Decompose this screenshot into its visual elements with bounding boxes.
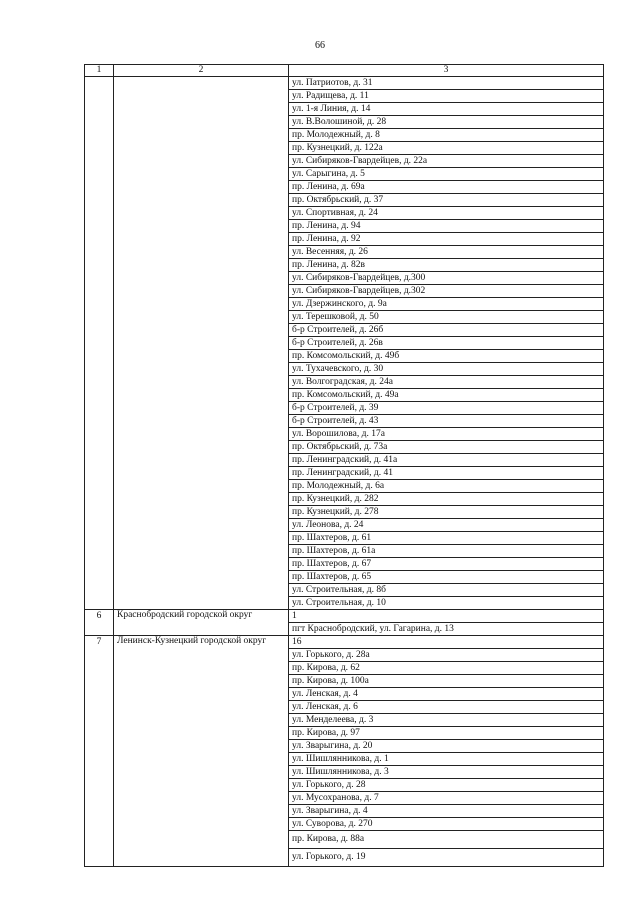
address-cell: пр. Кузнецкий, д. 282 [289, 493, 604, 506]
address-cell: пр. Комсомольский, д. 49б [289, 350, 604, 363]
address-cell: пр. Ленина, д. 92 [289, 233, 604, 246]
row-number-cell: 7 [85, 636, 114, 867]
address-cell: ул. Ленская, д. 6 [289, 701, 604, 714]
address-cell: б-р Строителей, д. 39 [289, 402, 604, 415]
address-cell: ул. Горького, д. 28а [289, 649, 604, 662]
address-cell: ул. Сибиряков-Гвардейцев, д. 22а [289, 155, 604, 168]
address-table [84, 64, 604, 867]
address-cell: б-р Строителей, д. 26б [289, 324, 604, 337]
address-cell: ул. Мусохранова, д. 7 [289, 792, 604, 805]
row-number-cell [85, 77, 114, 610]
address-cell: ул. Радищева, д. 11 [289, 90, 604, 103]
address-cell: пр. Кирова, д. 100а [289, 675, 604, 688]
address-cell: пр. Ленинградский, д. 41а [289, 454, 604, 467]
address-cell: пр. Комсомольский, д. 49а [289, 389, 604, 402]
address-cell: ул. Сибиряков-Гвардейцев, д.302 [289, 285, 604, 298]
header-col-1: 1 [85, 65, 114, 77]
address-cell: ул. Дзержинского, д. 9а [289, 298, 604, 311]
address-cell: ул. Сарыгина, д. 5 [289, 168, 604, 181]
address-cell: пр. Кузнецкий, д. 122а [289, 142, 604, 155]
address-cell: пр. Молодежный, д. 8 [289, 129, 604, 142]
address-cell: ул. Ворошилова, д. 17а [289, 428, 604, 441]
address-cell: ул. Горького, д. 19 [289, 849, 604, 867]
address-cell: пр. Кирова, д. 88а [289, 831, 604, 849]
district-name-cell: Краснобродский городской округ [114, 610, 289, 636]
address-cell: пр. Ленина, д. 94 [289, 220, 604, 233]
address-cell: ул. Сибиряков-Гвардейцев, д.300 [289, 272, 604, 285]
table-row [85, 77, 604, 90]
address-cell: б-р Строителей, д. 26в [289, 337, 604, 350]
address-cell: ул. Горького, д. 28 [289, 779, 604, 792]
address-cell: ул. Тухачевского, д. 30 [289, 363, 604, 376]
table-header-row [85, 65, 604, 77]
district-row [85, 610, 604, 623]
address-cell: пр. Шахтеров, д. 61а [289, 545, 604, 558]
address-cell: пр. Ленина, д. 69а [289, 181, 604, 194]
address-cell: ул. Зварыгина, д. 20 [289, 740, 604, 753]
address-cell: пр. Шахтеров, д. 61 [289, 532, 604, 545]
address-cell: б-р Строителей, д. 43 [289, 415, 604, 428]
address-cell: ул. Менделеева, д. 3 [289, 714, 604, 727]
row-number-cell: 6 [85, 610, 114, 636]
address-cell: пр. Шахтеров, д. 67 [289, 558, 604, 571]
address-cell: пр. Октябрьский, д. 37 [289, 194, 604, 207]
address-cell: пр. Ленинградский, д. 41 [289, 467, 604, 480]
address-count-cell: 1 [289, 610, 604, 623]
address-cell: ул. 1-я Линия, д. 14 [289, 103, 604, 116]
header-col-2: 2 [114, 65, 289, 77]
address-cell: ул. Строительная, д. 10 [289, 597, 604, 610]
address-cell: пр. Кирова, д. 62 [289, 662, 604, 675]
address-cell: пр. Шахтеров, д. 65 [289, 571, 604, 584]
address-cell: пр. Октябрьский, д. 73а [289, 441, 604, 454]
address-cell: ул. Спортивная, д. 24 [289, 207, 604, 220]
district-name-cell: Ленинск-Кузнецкий городской округ [114, 636, 289, 867]
address-cell: ул. В.Волошиной, д. 28 [289, 116, 604, 129]
address-cell: ул. Терешковой, д. 50 [289, 311, 604, 324]
address-cell: ул. Строительная, д. 8б [289, 584, 604, 597]
address-cell: ул. Леонова, д. 24 [289, 519, 604, 532]
address-cell: пр. Ленина, д. 82в [289, 259, 604, 272]
address-cell: пгт Краснобродский, ул. Гагарина, д. 13 [289, 623, 604, 636]
address-cell: ул. Зварыгина, д. 4 [289, 805, 604, 818]
address-cell: пр. Молодежный, д. 6а [289, 480, 604, 493]
address-cell: ул. Суворова, д. 270 [289, 818, 604, 831]
address-cell: ул. Шишлянникова, д. 1 [289, 753, 604, 766]
address-cell: пр. Кузнецкий, д. 278 [289, 506, 604, 519]
address-cell: ул. Шишлянникова, д. 3 [289, 766, 604, 779]
address-count-cell: 16 [289, 636, 604, 649]
address-cell: ул. Ленская, д. 4 [289, 688, 604, 701]
address-cell: ул. Волгоградская, д. 24а [289, 376, 604, 389]
district-name-cell [114, 77, 289, 610]
address-cell: пр. Кирова, д. 97 [289, 727, 604, 740]
header-col-3: 3 [289, 65, 604, 77]
district-row [85, 636, 604, 649]
address-cell: ул. Весенняя, д. 26 [289, 246, 604, 259]
page-number: 66 [315, 40, 325, 51]
address-cell: ул. Патриотов, д. 31 [289, 77, 604, 90]
